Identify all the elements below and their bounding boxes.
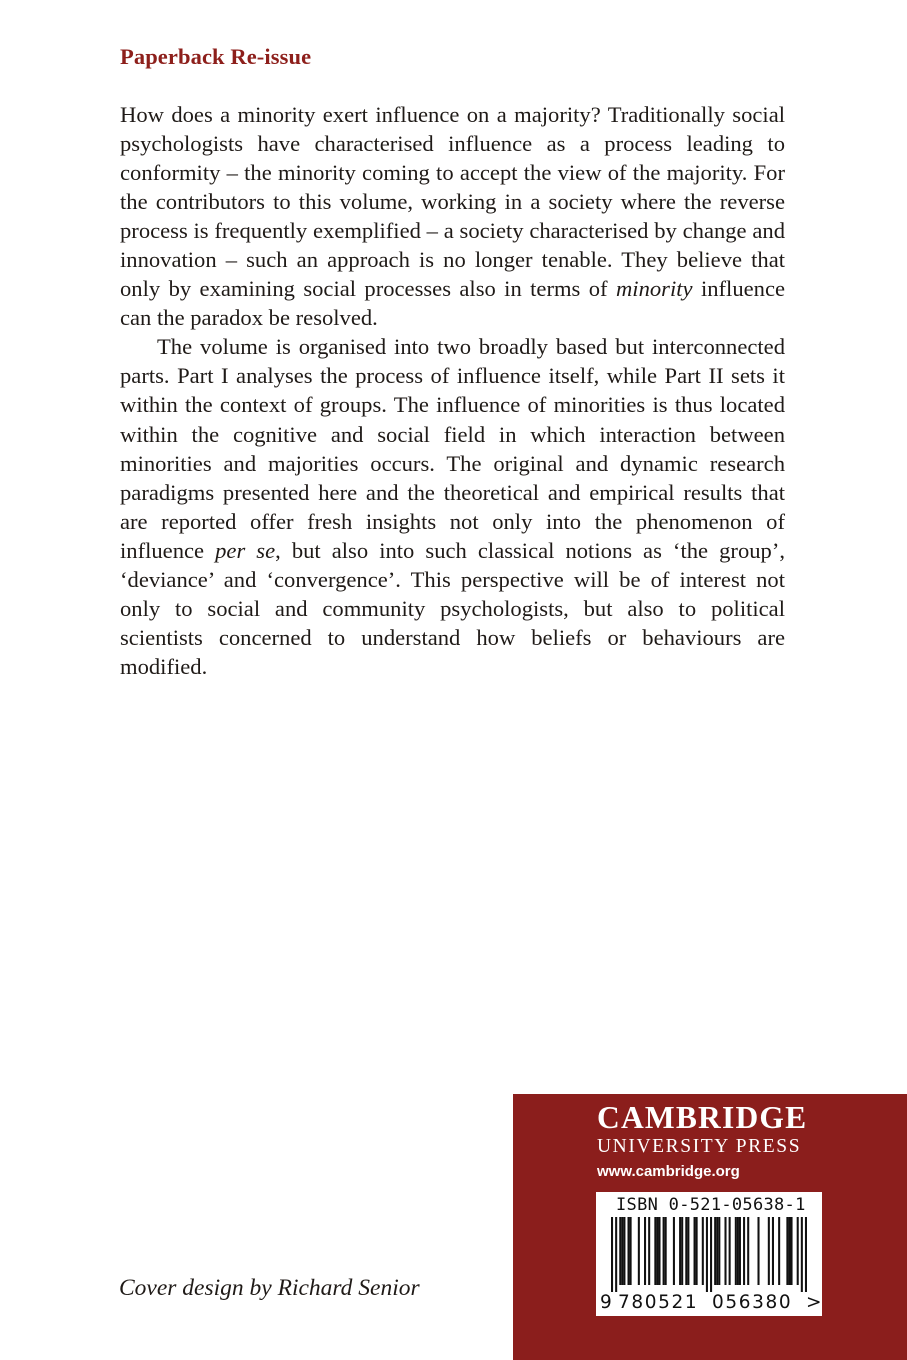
barcode-bar bbox=[788, 1217, 790, 1285]
cover-design-credit: Cover design by Richard Senior bbox=[119, 1275, 420, 1301]
barcode-bar bbox=[615, 1217, 617, 1292]
barcode-bar bbox=[790, 1217, 792, 1285]
barcode-bar bbox=[658, 1217, 660, 1285]
barcode-bar bbox=[757, 1217, 759, 1285]
barcode-bar bbox=[663, 1217, 665, 1285]
publisher-name: CAMBRIDGE bbox=[597, 1100, 808, 1135]
blurb-p1-text-end: influence can the paradox be resolved. bbox=[120, 276, 785, 331]
barcode-lead-digit: 9 bbox=[600, 1292, 612, 1313]
barcode-bar bbox=[772, 1217, 774, 1285]
barcode-bar bbox=[679, 1217, 681, 1285]
blurb-p2-text-end: , but also into such classical notions as ‘the group’, ‘deviance’ and ‘convergence’. This perspective will be of interest not only to social and community psychologists, but also to political scientists concerned to understand how beliefs or behaviours are modified. bbox=[120, 537, 786, 679]
barcode-bar bbox=[644, 1217, 646, 1285]
barcode-bar bbox=[681, 1217, 683, 1285]
barcode-bar bbox=[638, 1217, 640, 1285]
barcode-bar bbox=[706, 1217, 708, 1292]
barcode-bar bbox=[729, 1217, 731, 1285]
barcode-bar bbox=[778, 1217, 780, 1285]
barcode-quiet-zone-mark: > bbox=[806, 1292, 822, 1313]
barcode-box bbox=[596, 1192, 822, 1316]
barcode-bar bbox=[739, 1217, 741, 1285]
barcode-bar bbox=[673, 1217, 675, 1285]
barcode-bar bbox=[696, 1217, 698, 1285]
barcode-bar bbox=[718, 1217, 720, 1285]
barcode-bar bbox=[665, 1217, 667, 1285]
barcode-bars bbox=[611, 1217, 807, 1292]
blurb-p1-text: How does a minority exert influence on a majority? Traditionally social psychologists have characterised influence as a process leading to conformity – the minority coming to accept the view of the majority. For the contributors to this volume, working in a society where the reverse process is frequently exemplified – a society characterised by change and innovation – such an approach is no longer tenable. They believe that only by examining social processes also in terms of bbox=[120, 102, 785, 302]
barcode-digit-group-right: 056380 bbox=[712, 1292, 793, 1313]
barcode-bar bbox=[743, 1217, 745, 1285]
barcode-bar bbox=[628, 1217, 630, 1285]
barcode-bar bbox=[724, 1217, 726, 1285]
blurb-paragraph-1 bbox=[120, 100, 785, 332]
barcode-bar bbox=[805, 1217, 807, 1292]
barcode-digit-group-left: 780521 bbox=[618, 1292, 699, 1313]
barcode-bar bbox=[654, 1217, 656, 1285]
barcode-bar bbox=[702, 1217, 704, 1285]
barcode-bar bbox=[710, 1217, 712, 1292]
barcode-bar bbox=[737, 1217, 739, 1285]
barcode-bar bbox=[619, 1217, 621, 1285]
barcode-bar bbox=[630, 1217, 632, 1285]
barcode-digits bbox=[600, 1292, 822, 1316]
blurb-p2-text: The volume is organised into two broadly based but interconnected parts. Part I analyses the process of influence itself, while Part II sets it within the context of groups. The influence of minorities is thus located within the cognitive and social field in which interaction between minorities and majorities occurs. The original and dynamic research paradigms presented here and the theoretical and empirical results that are reported offer fresh insights not only into the phenomenon of influence bbox=[120, 334, 785, 563]
barcode-bar bbox=[716, 1217, 718, 1285]
barcode-bar bbox=[768, 1217, 770, 1285]
barcode-bar bbox=[621, 1217, 623, 1285]
barcode-bar bbox=[648, 1217, 650, 1285]
publisher-panel bbox=[513, 1094, 907, 1360]
blurb-p1-emphasis: minority bbox=[615, 276, 693, 302]
blurb-text bbox=[120, 100, 785, 681]
barcode-bar bbox=[714, 1217, 716, 1285]
publisher-subname: UNIVERSITY PRESS bbox=[597, 1136, 802, 1157]
barcode-bar bbox=[786, 1217, 788, 1285]
barcode-bar bbox=[656, 1217, 658, 1285]
barcode-bar bbox=[735, 1217, 737, 1285]
barcode-bar bbox=[801, 1217, 803, 1292]
barcode-bar bbox=[685, 1217, 687, 1285]
blurb-paragraph-2 bbox=[120, 332, 785, 681]
isbn-label: ISBN 0-521-05638-1 bbox=[616, 1195, 806, 1215]
barcode-bar bbox=[623, 1217, 625, 1285]
publisher-url: www.cambridge.org bbox=[597, 1163, 740, 1180]
barcode-bar bbox=[797, 1217, 799, 1285]
barcode-bar bbox=[611, 1217, 613, 1292]
barcode-bar bbox=[687, 1217, 689, 1285]
barcode-bar bbox=[747, 1217, 749, 1285]
section-heading: Paperback Re-issue bbox=[120, 44, 312, 69]
blurb-p2-emphasis: per se bbox=[215, 537, 276, 563]
barcode-bar bbox=[694, 1217, 696, 1285]
